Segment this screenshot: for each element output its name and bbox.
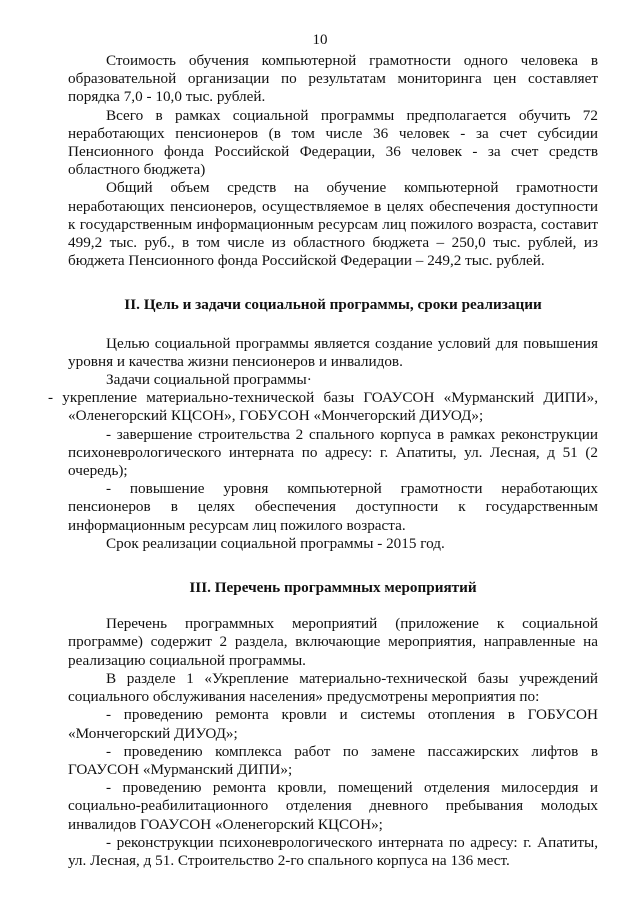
measure-item-4: - реконструкции психоневрологического интерната по адресу: г. Апатиты, ул. Лесная, д 51. Строительство 2-го спального корпуса на 136 мест. (68, 833, 598, 869)
task-item-2: - завершение строительства 2 спального корпуса в рамках реконструкции психоневрологического интерната по адресу: г. Апатиты, ул. Лесная, д 51 (2 очередь); (68, 425, 598, 480)
page-number: 10 (312, 32, 328, 48)
paragraph-term: Срок реализации социальной программы - 2015 год. (106, 534, 445, 552)
measure-item-1: - проведению ремонта кровли и системы отопления в ГОБУСОН «Мончегорский ДИУОД»; (68, 706, 598, 742)
paragraph-cost: Стоимость обучения компьютерной грамотности одного человека в образовательной организации по результатам мониторинга цен составляет порядка 7,0 - 10,0 тыс. рублей. (68, 52, 598, 106)
task-item-1: - укрепление материально-технической базы ГОАУСОН «Мурманский ДИПИ», «Оленегорский КЦСОН», ГОБУСОН «Мончегорский ДИУОД»; (48, 389, 598, 425)
section-3-title: III. Перечень программных мероприятий (189, 579, 477, 597)
paragraph-total-funding: Общий объем средств на обучение компьютерной грамотности неработающих пенсионеров, осуществляемое в целях обеспечения доступности к государственным информационным ресурсам лиц пожилого возраста, составит 499,2 тыс. руб., в том числе из областного бюджета – 250,0 тыс. рублей, из бюджета Пенсионного фонда Российской Федерации – 249,2 тыс. рублей. (68, 179, 598, 270)
paragraph-part1: В разделе 1 «Укрепление материально-технической базы учреждений социального обслуживания населения» предусмотрены мероприятия по: (68, 669, 598, 706)
task-item-3: - повышение уровня компьютерной грамотности неработающих пенсионеров в целях обеспечения доступности к государственным информационным ресурсам лиц пожилого возраста. (68, 480, 598, 534)
paragraph-section3-intro: Перечень программных мероприятий (приложение к социальной программе) содержит 2 раздела, включающие мероприятия, направленные на реализацию социальной программы. (68, 615, 598, 669)
measure-item-2: - проведению комплекса работ по замене пассажирских лифтов в ГОАУСОН «Мурманский ДИПИ»; (68, 742, 598, 778)
paragraph-goal: Целью социальной программы является создание условий для повышения уровня и качества жизни пенсионеров и инвалидов. (68, 334, 598, 370)
measure-item-3: - проведению ремонта кровли, помещений отделения милосердия и социально-реабилитационного отделения дневного пребывания молодых инвалидов ГОАУСОН «Оленегорский КЦСОН»; (68, 779, 598, 833)
paragraph-training-plan: Всего в рамках социальной программы предполагается обучить 72 неработающих пенсионеров (в том числе 36 человек - за счет субсидии Пенсионного фонда Российской Федерации, 36 человек - за счет средств областного бюджета) (68, 106, 598, 179)
paragraph-tasks-heading: Задачи социальной программы· (106, 371, 312, 389)
document-body (48, 52, 598, 870)
section-2-title: II. Цель и задачи социальной программы, сроки реализации (124, 296, 542, 314)
